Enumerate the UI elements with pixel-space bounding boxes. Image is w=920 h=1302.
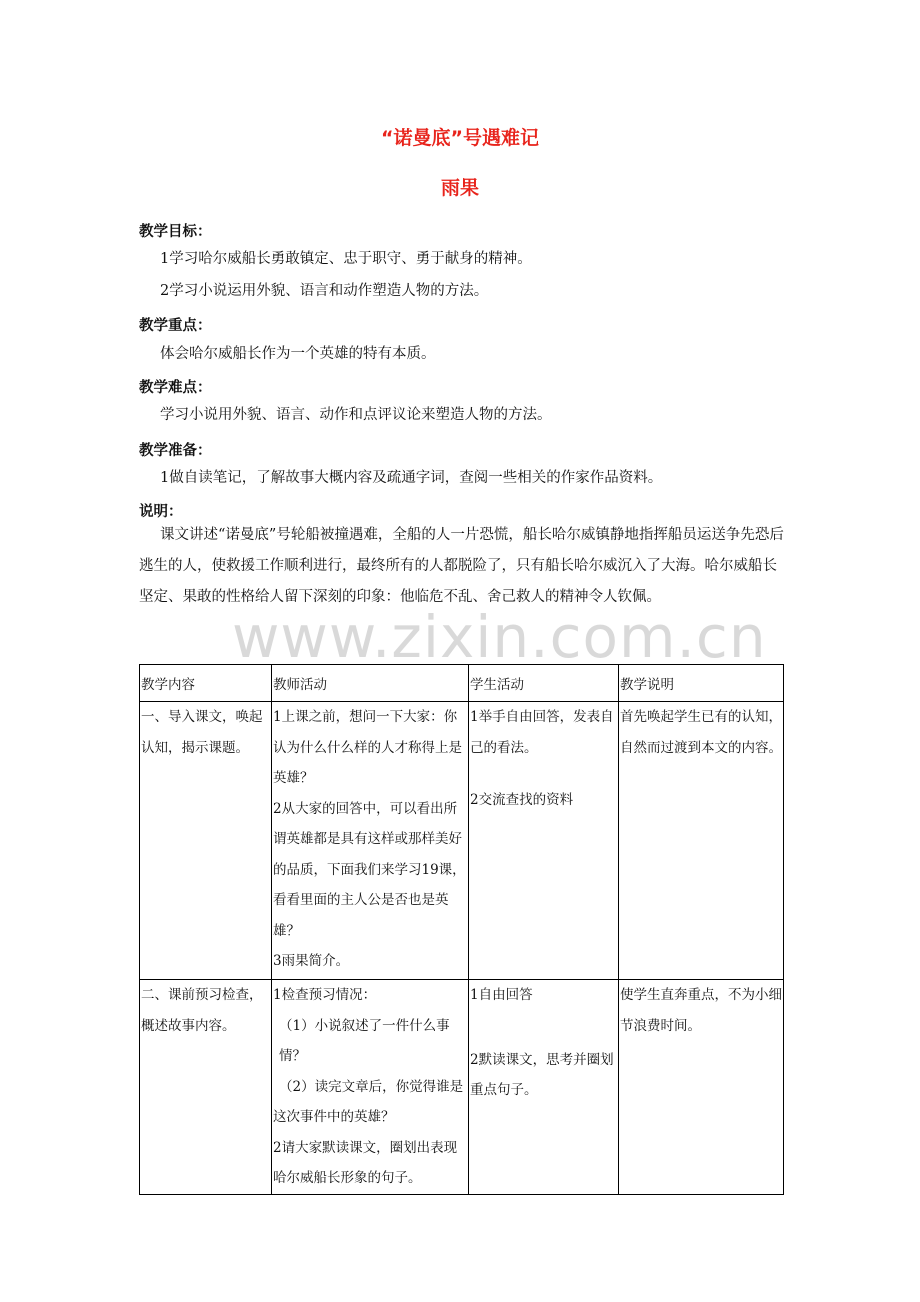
- teacher-step: 2请大家默读课文，圈划出表现哈尔威船长形象的句子。: [273, 1139, 458, 1186]
- table-cell-student: [469, 980, 619, 1195]
- teacher-step: 2从大家的回答中，可以看出所谓英雄都是具有这样或那样美好的品质，下面我们来学习19课，看看里面的主人公是否也是英雄？: [273, 800, 466, 939]
- table-cell-student: [469, 702, 619, 980]
- table-cell-content: 二、课前预习检查，概述故事内容。: [140, 980, 272, 1195]
- table-cell-content: 一、导入课文，唤起认知，揭示课题。: [140, 702, 272, 980]
- lesson-table: [139, 664, 784, 1195]
- student-step: 1自由回答: [470, 987, 533, 1003]
- teacher-step: （2）读完文章后，你觉得谁是这次事件中的英雄？: [273, 1078, 464, 1125]
- table-row: [140, 980, 784, 1195]
- teacher-step: 3雨果简介。: [273, 953, 350, 969]
- prep-heading: 教学准备：: [139, 443, 212, 459]
- note-text: 课文讲述“诺曼底”号轮船被撞遇难，全船的人一片恐慌，船长哈尔威镇静地指挥船员运送争先恐后逃生的人，使救援工作顺利进行，最终所有的人都脱险了，只有船长哈尔威沉入了大海。哈尔威船长坚定、果敢的性格给人留下深刻的印象：他临危不乱、舍己救人的精神令人钦佩。: [139, 527, 784, 605]
- student-step: 2默读课文，思考并圈划重点句子。: [470, 1051, 614, 1098]
- table-row: [140, 702, 784, 980]
- goals-heading: 教学目标：: [139, 224, 212, 240]
- watermark: www.zixin.com.cn: [232, 603, 767, 671]
- difficulty-heading: 教学难点：: [139, 380, 212, 396]
- table-cell-teacher: [272, 980, 469, 1195]
- table-cell-teacher: [272, 702, 469, 980]
- table-cell-note: 使学生直奔重点，不为小细节浪费时间。: [619, 980, 784, 1195]
- teacher-step: 1上课之前，想问一下大家：你认为什么什么样的人才称得上是英雄？: [273, 709, 462, 786]
- teacher-step: 1检查预习情况：: [273, 987, 377, 1003]
- table-cell-note: 首先唤起学生已有的认知，自然而过渡到本文的内容。: [619, 702, 784, 980]
- key-text: 体会哈尔威船长作为一个英雄的特有本质。: [160, 346, 436, 362]
- teacher-step: （1）小说叙述了一件什么事情？: [279, 1017, 450, 1064]
- note-heading: 说明：: [139, 504, 183, 520]
- student-step: 1举手自由回答，发表自己的看法。: [470, 709, 614, 756]
- key-heading: 教学重点：: [139, 318, 212, 334]
- goal-item: 2学习小说运用外貌、语言和动作塑造人物的方法。: [160, 283, 489, 299]
- table-header: 学生活动: [469, 665, 619, 702]
- prep-text: 1做自读笔记，了解故事大概内容及疏通字词，查阅一些相关的作家作品资料。: [160, 470, 663, 486]
- author-name: 雨果: [440, 177, 479, 199]
- difficulty-text: 学习小说用外貌、语言、动作和点评议论来塑造人物的方法。: [160, 407, 552, 423]
- table-header-row: [140, 665, 784, 702]
- document-title: “诺曼底”号遇难记: [381, 127, 539, 149]
- table-header: 教师活动: [272, 665, 469, 702]
- table-header: 教学说明: [619, 665, 784, 702]
- student-step: 2交流查找的资料: [470, 792, 574, 808]
- goal-item: 1学习哈尔威船长勇敢镇定、忠于职守、勇于献身的精神。: [160, 251, 532, 267]
- table-header: 教学内容: [140, 665, 272, 702]
